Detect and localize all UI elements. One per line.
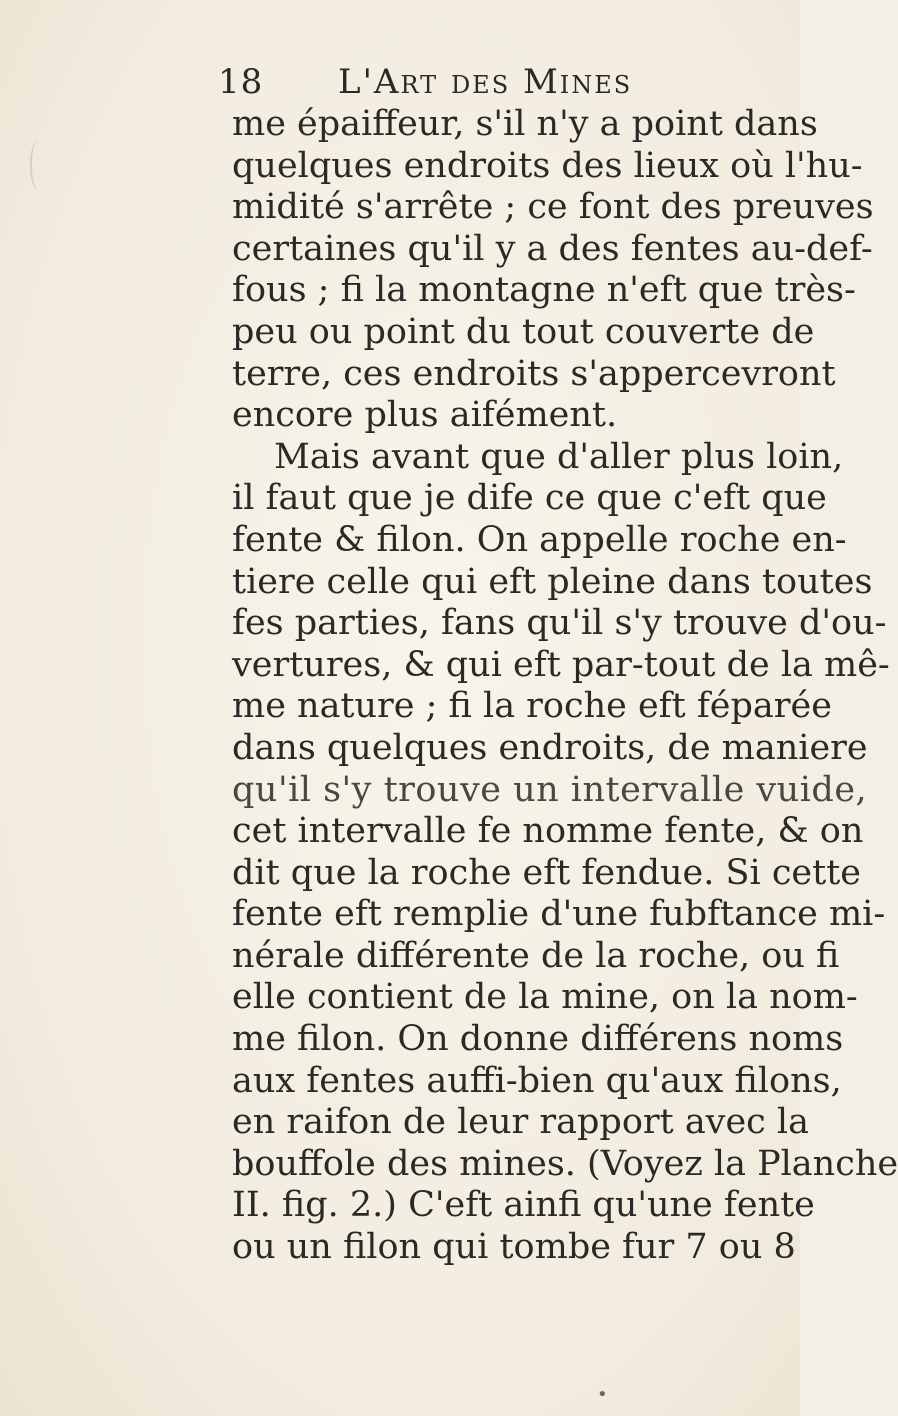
text-line: ou un filon qui tombe fur 7 ou 8 [232,1227,796,1268]
text-line: dit que la roche eft fendue. Si cette [232,852,861,893]
text-line: il faut que je dife ce que c'eft que [232,478,827,519]
text-line: fous ; fi la montagne n'eft que très- [232,270,856,311]
page-fold-shadow [30,140,46,190]
text-line: vertures, & qui eft par-tout de la mê- [232,644,890,685]
text-line: fente eft remplie d'une fubftance mi- [232,894,886,935]
text-line: dans quelques endroits, de maniere [232,727,868,768]
text-line: fes parties, fans qu'il s'y trouve d'ou- [232,603,887,644]
text-line: cet intervalle fe nomme fente, & on [232,811,864,852]
text-line: me nature ; fi la roche eft féparée [232,686,832,727]
text-line: peu ou point du tout couverte de [232,311,815,352]
text-line: aux fentes auffi-bien qu'aux filons, [232,1060,842,1101]
text-line: me épaiffeur, s'il n'y a point dans [232,104,818,144]
printer-mark-icon: • [597,1384,608,1405]
text-line: en raifon de leur rapport avec la [232,1102,809,1143]
text-line-damaged: qu'il s'y trouve un intervalle vuide, [232,769,868,810]
text-line: fente & filon. On appelle roche en- [232,519,847,560]
text-line: certaines qu'il y a des fentes au-def- [232,228,873,269]
text-line: encore plus aifément. [232,395,618,436]
text-line: quelques endroits des lieux où l'hu- [232,145,863,186]
running-title: L'Art des Mines [338,62,633,102]
text-line: midité s'arrête ; ce font des preuves [232,187,874,228]
text-line: tiere celle qui eft pleine dans toutes [232,561,873,602]
text-line: me filon. On donne différens noms [232,1019,844,1060]
text-line: bouffole des mines. (Voyez la Planche [232,1143,898,1184]
text-line: nérale différente de la roche, ou fi [232,935,840,976]
page-number: 18 [218,62,264,102]
text-line: elle contient de la mine, on la nom- [232,977,858,1018]
text-line: Mais avant que d'aller plus loin, [274,436,844,477]
text-line: II. fig. 2.) C'eft ainfi qu'une fente [232,1185,815,1226]
text-line: terre, ces endroits s'appercevront [232,353,836,394]
body-text [232,104,898,1269]
